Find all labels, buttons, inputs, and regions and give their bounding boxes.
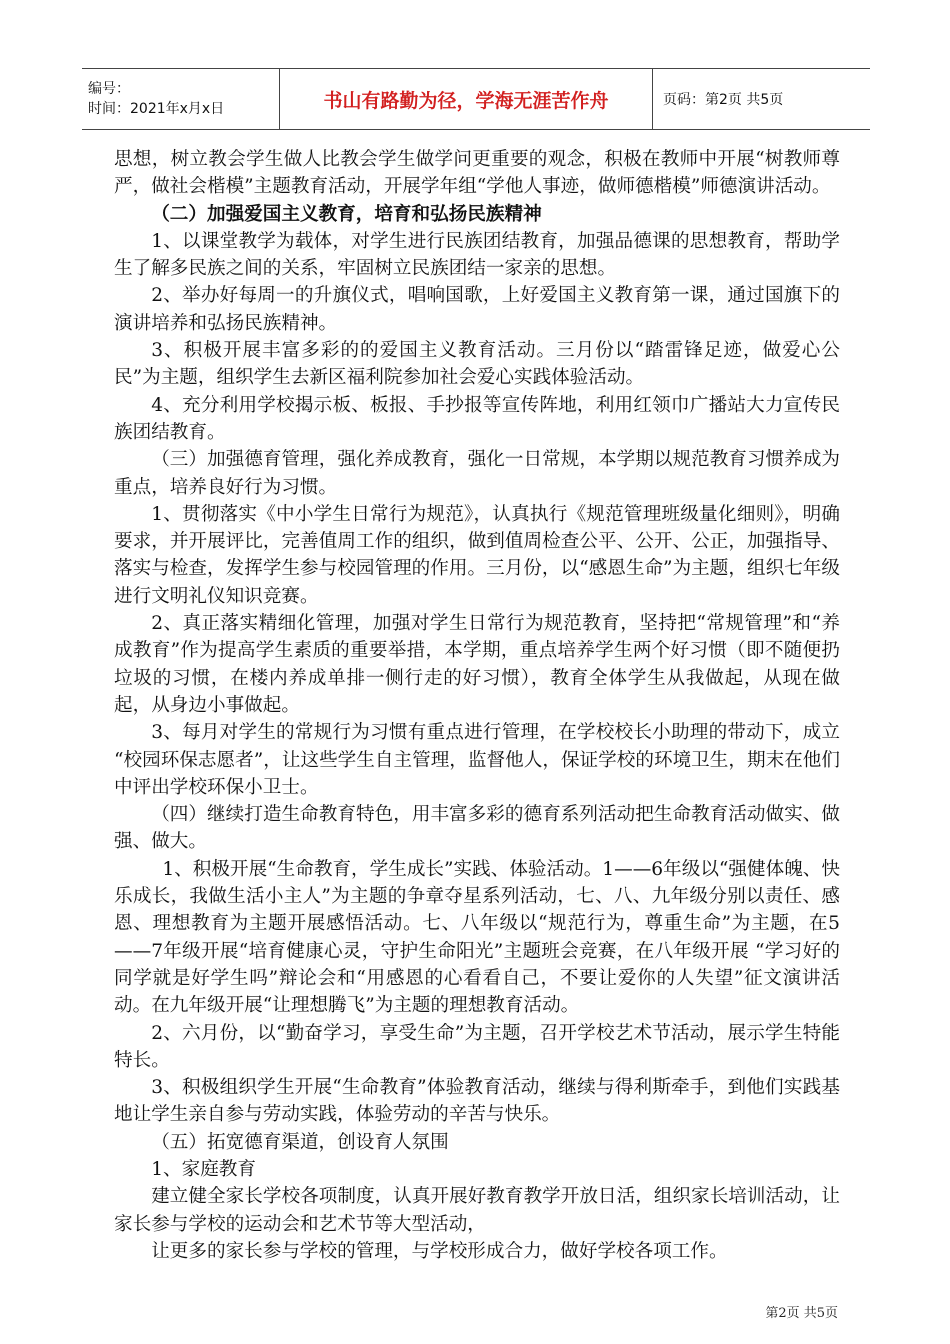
section-heading: （四）继续打造生命教育特色，用丰富多彩的德育系列活动把生命教育活动做实、做强、做大。: [114, 804, 840, 853]
paragraph: 3、每月对学生的常规行为习惯有重点进行管理，在学校校长小助理的带动下，成立 “校园环保志愿者”，让这些学生自主管理，监督他人，保证学校的环境卫生，期末在他们中评出学校环保小卫士。: [114, 722, 840, 798]
header-motto: [280, 69, 653, 129]
paragraph: 4、充分利用学校揭示板、板报、手抄报等宣传阵地，利用红领巾广播站大力宣传民族团结教育。: [114, 394, 840, 443]
paragraph: 建立健全家长学校各项制度，认真开展好教育教学开放日活，组织家长培训活动，让家长参与学校的运动会和艺术节等大型活动，: [114, 1186, 840, 1235]
paragraph: 1、贯彻落实《中小学生日常行为规范》，认真执行《规范管理班级量化细则》，明确要求，并开展评比，完善值周工作的组织，做到值周检查公平、公开、公正，加强指导、落实与检查，发挥学生参与校园管理的作用。三月份，以“感恩生命”为主题，组织七年级进行文明礼仪知识竞赛。: [114, 503, 840, 607]
paragraph: 3、积极组织学生开展“生命教育”体验教育活动，继续与得利斯牵手，到他们实践基地让学生亲自参与劳动实践，体验劳动的辛苦与快乐。: [114, 1077, 840, 1126]
page-label: 页码：第2页 共5页: [663, 92, 784, 108]
paragraph: 1、积极开展“生命教育，学生成长”实践、体验活动。1——6年级以“强健体魄、快乐成长，我做生活小主人”为主题的争章夺星系列活动，七、八、九年级分别以责任、感恩、理想教育为主题开展感悟活动。七、八年级以“规范行为，尊重生命”为主题，在5——7年级开展“培育健康心灵，守护生命阳光”主题班会竞赛，在八年级开展 “学习好的同学就是好学生吗”辩论会和“用感恩的心看看自己，不要让爱你的人失望”征文演讲活动。在九年级开展“让理想腾飞”为主题的理想教育活动。: [114, 858, 840, 1017]
paragraph: 让更多的家长参与学校的管理，与学校形成合力，做好学校各项工作。: [151, 1240, 728, 1262]
footer-page-info: 第2页 共5页: [765, 1306, 838, 1321]
section-heading: （五）拓宽德育渠道，创设育人氛围: [151, 1131, 449, 1153]
header-page: [653, 69, 870, 129]
time-label: 时间：2021年x月x日: [88, 101, 225, 117]
paragraph: 2、举办好每周一的升旗仪式，唱响国歌，上好爱国主义教育第一课，通过国旗下的演讲培养和弘扬民族精神。: [114, 285, 840, 334]
paragraph: 2、真正落实精细化管理，加强对学生日常行为规范教育，坚持把“常规管理”和“养成教育”作为提高学生素质的重要举措，本学期，重点培养学生两个好习惯（即不随便扔垃圾的习惯，在楼内养成单排一侧行走的好习惯），教育全体学生从我做起，从现在做起，从身边小事做起。: [114, 613, 840, 716]
serial-label: 编号：: [88, 81, 130, 97]
section-heading: （三）加强德育管理，强化养成教育，强化一日常规，本学期以规范教育习惯养成为重点，培养良好行为习惯。: [114, 449, 840, 498]
paragraph: 1、以课堂教学为载体，对学生进行民族团结教育，加强品德课的思想教育，帮助学生了解多民族之间的关系，牢固树立民族团结一家亲的思想。: [114, 230, 840, 280]
paragraph: 2、六月份，以“勤奋学习，享受生命”为主题，召开学校艺术节活动，展示学生特能特长。: [114, 1022, 840, 1071]
section-heading: （二）加强爱国主义教育，培育和弘扬民族精神: [151, 203, 542, 225]
motto-text: 书山有路勤为径，学海无涯苦作舟: [323, 89, 609, 112]
paragraph: 思想，树立教会学生做人比教会学生做学问更重要的观念，积极在教师中开展“树教师尊严，做社会楷模”主题教育活动，开展学年组“学他人事迹，做师德楷模”师德演讲活动。: [114, 149, 840, 198]
paragraph: 3、积极开展丰富多彩的的爱国主义教育活动。三月份以“踏雷锋足迹，做爱心公民”为主题，组织学生去新区福利院参加社会爱心实践体验活动。: [114, 340, 840, 389]
document-body: [114, 146, 840, 1265]
page-header: [82, 68, 870, 130]
subsection-heading: 1、家庭教育: [151, 1158, 256, 1180]
header-meta: [82, 69, 280, 129]
page-footer: [765, 1302, 838, 1321]
